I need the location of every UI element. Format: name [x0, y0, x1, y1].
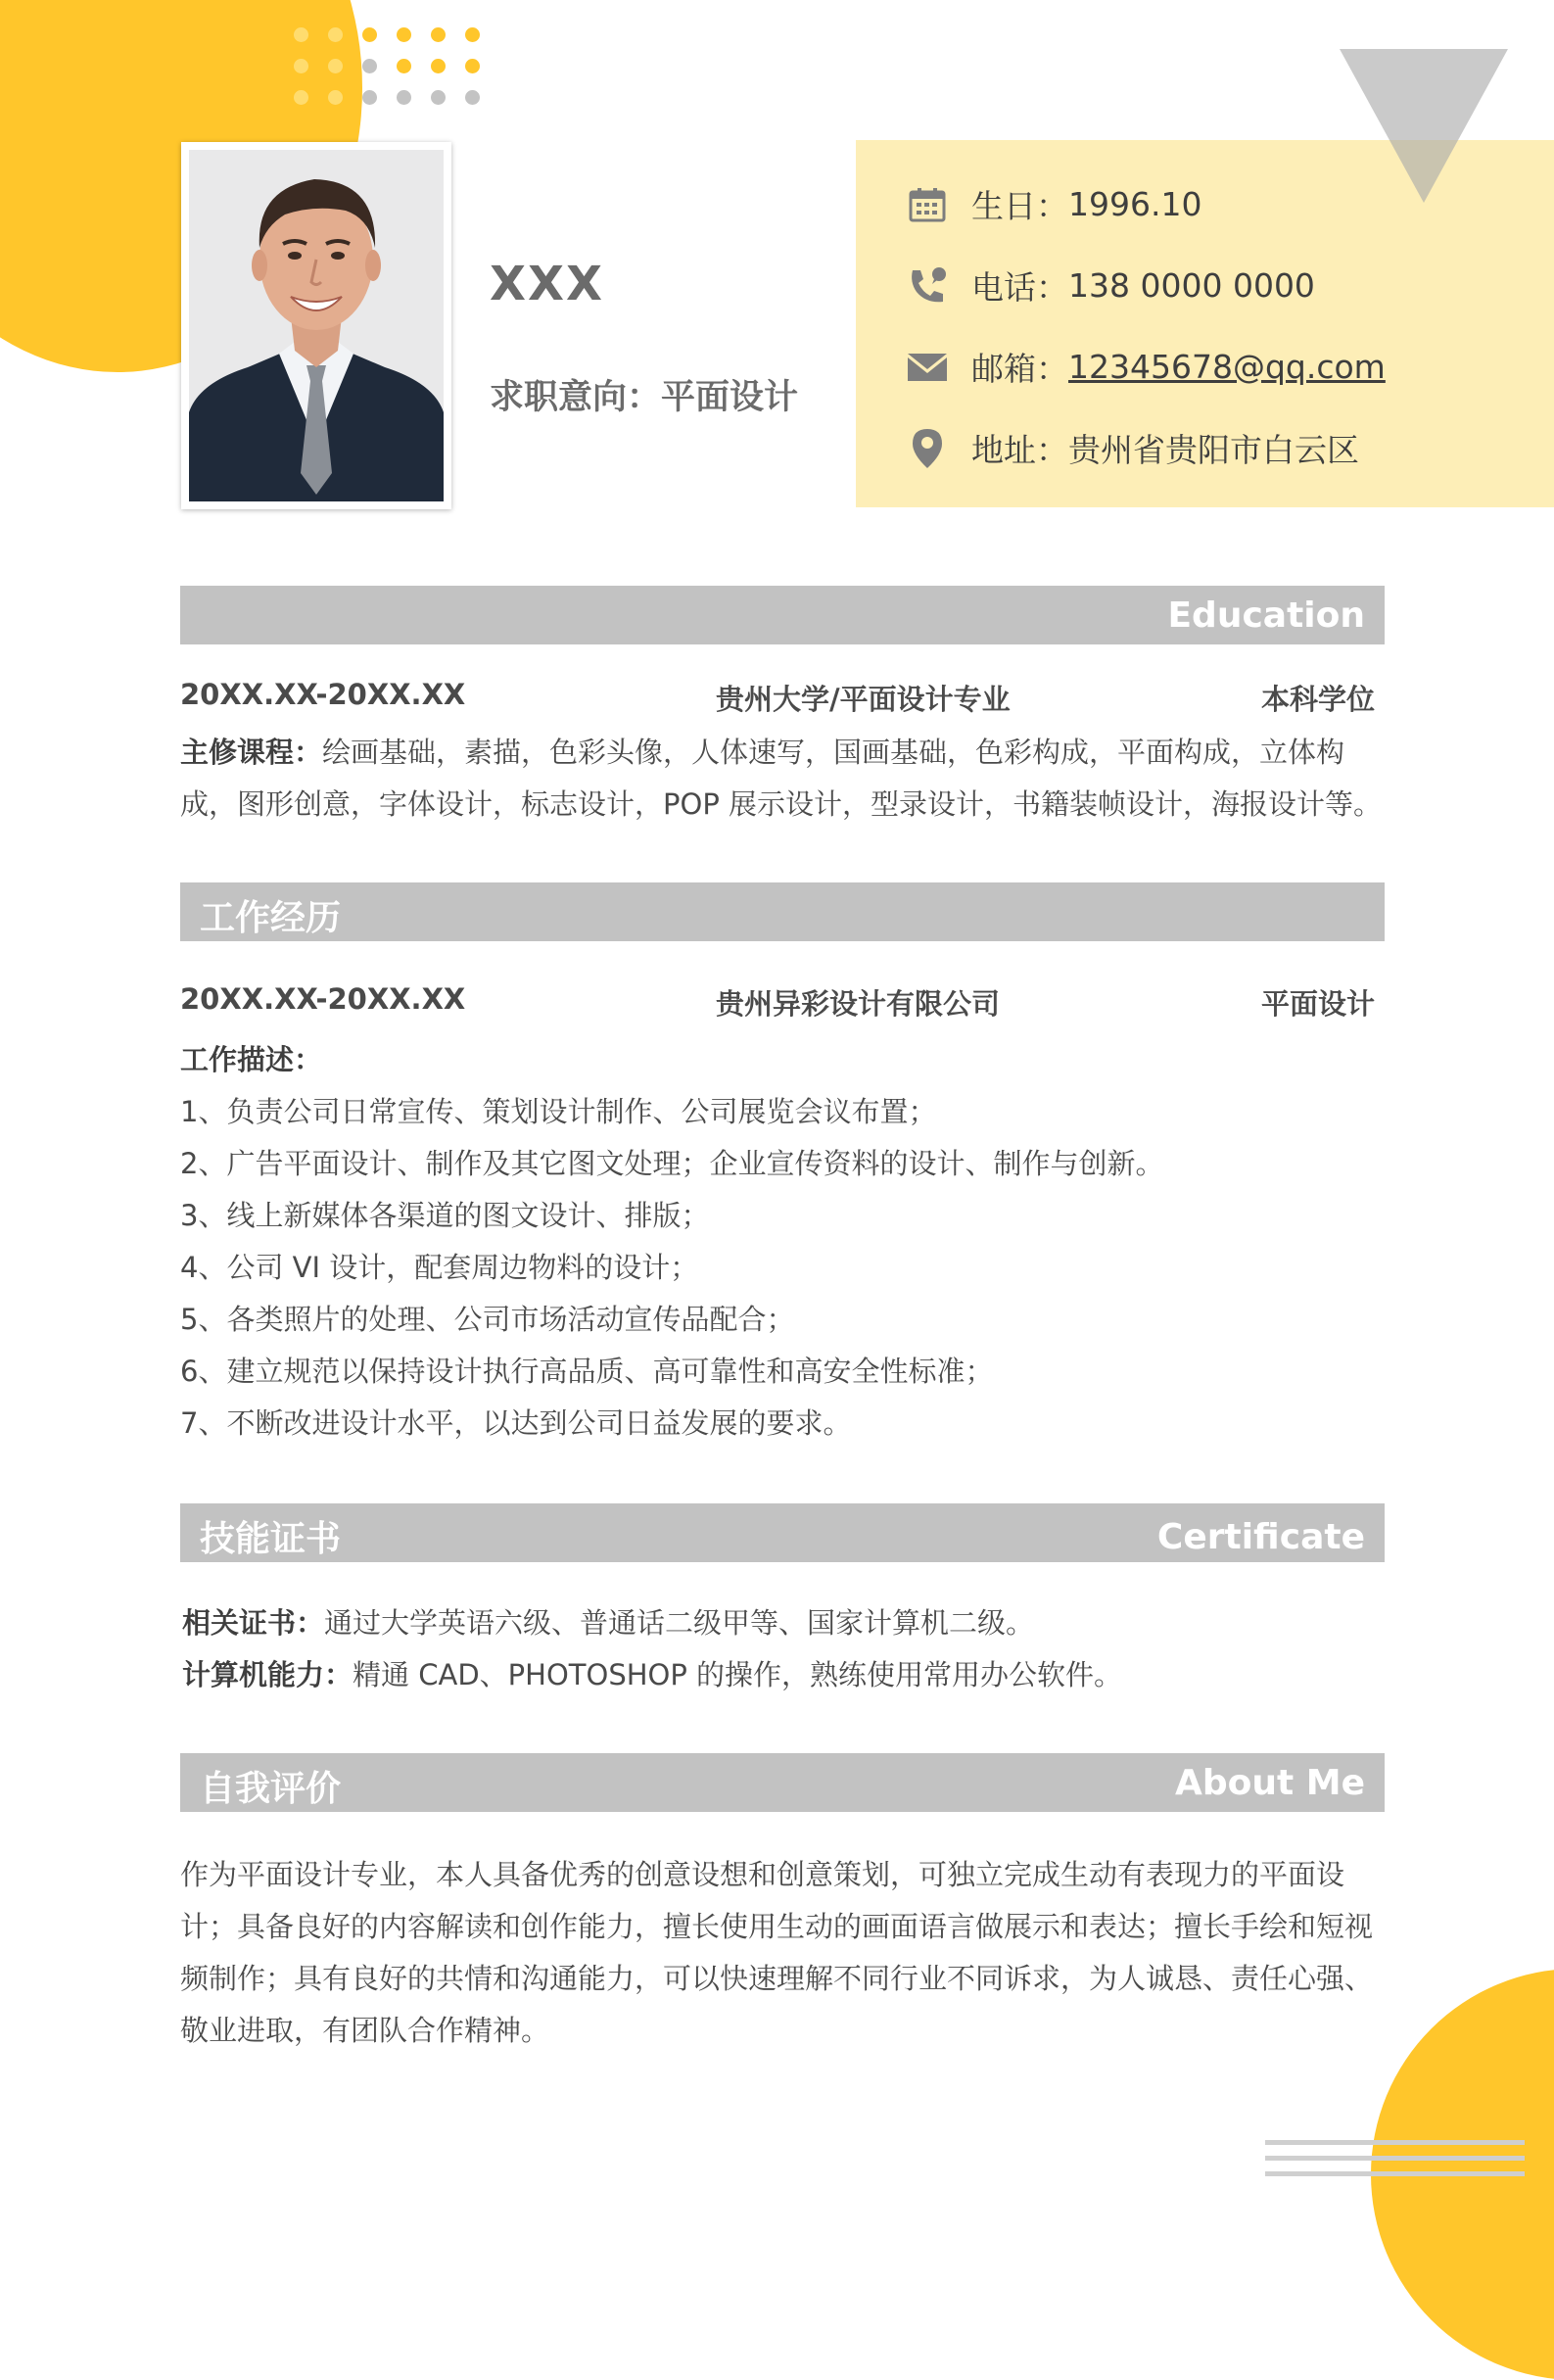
work-title: 工作经历 — [200, 898, 342, 938]
work-item: 3、线上新媒体各渠道的图文设计、排版； — [180, 1199, 710, 1232]
phone-icon — [905, 263, 950, 309]
contact-phone — [905, 262, 1315, 309]
candidate-name: XXX — [490, 257, 605, 311]
work-position: 平面设计 — [1260, 987, 1375, 1021]
envelope-icon — [905, 345, 950, 390]
computer-label: 计算机能力： — [182, 1658, 353, 1691]
education-row — [180, 678, 1375, 717]
skills-title-cn: 技能证书 — [200, 1519, 342, 1559]
skills-title-en: Certificate — [1156, 1517, 1365, 1557]
address-value: 贵州省贵阳市白云区 — [1068, 431, 1359, 469]
work-item: 7、不断改进设计水平，以达到公司日益发展的要求。 — [180, 1406, 852, 1440]
job-objective: 求职意向：平面设计 — [490, 378, 799, 417]
work-row — [180, 982, 1375, 1022]
section-bar-work — [180, 882, 1385, 941]
decor-stripes — [1265, 2140, 1525, 2187]
work-item: 6、建立规范以保持设计执行高品质、高可靠性和高安全性标准； — [180, 1355, 994, 1388]
work-period: 20XX.XX-20XX.XX — [180, 982, 466, 1016]
education-school: 贵州大学/平面设计专业 — [716, 683, 1011, 716]
contact-address — [905, 425, 1359, 471]
contact-birthday — [905, 181, 1201, 227]
location-pin-icon — [905, 426, 950, 471]
work-company: 贵州异彩设计有限公司 — [716, 987, 1001, 1021]
address-label: 地址： — [971, 431, 1068, 469]
courses-label: 主修课程： — [180, 736, 323, 769]
birthday-value: 1996.10 — [1068, 185, 1202, 223]
about-text: 作为平面设计专业，本人具备优秀的创意设想和创意策划，可独立完成生动有表现力的平面设计；具备良好的内容解读和创作能力，擅长使用生动的画面语言做展示和表达；擅长手绘和短视频制作；具有良好的共情和沟通能力，可以快速理解不同行业不同诉求，为人诚恳、责任心强、敬业进取，有团队合作精神。 — [180, 1858, 1374, 2047]
phone-value: 138 0000 0000 — [1068, 266, 1315, 305]
education-period: 20XX.XX-20XX.XX — [180, 678, 466, 711]
cert-label: 相关证书： — [182, 1606, 325, 1640]
section-bar-about — [180, 1753, 1385, 1812]
education-courses — [180, 727, 1389, 831]
computer-skill-line — [182, 1653, 1122, 1693]
work-item: 4、公司 VI 设计，配套周边物料的设计； — [180, 1251, 699, 1284]
work-item: 1、负责公司日常宣传、策划设计制作、公司展览会议布置； — [180, 1095, 937, 1128]
about-title-en: About Me — [1175, 1763, 1365, 1803]
education-title: Education — [1167, 595, 1365, 636]
contact-email — [905, 344, 1386, 390]
section-bar-skills — [180, 1503, 1385, 1562]
work-desc-label: 工作描述： — [180, 1043, 323, 1076]
decor-gray-triangle — [1340, 49, 1508, 203]
computer-text: 精通 CAD、PHOTOSHOP 的操作，熟练使用常用办公软件。 — [353, 1658, 1123, 1691]
education-degree: 本科学位 — [1260, 683, 1375, 716]
profile-photo — [189, 150, 444, 501]
work-item: 5、各类照片的处理、公司市场活动宣传品配合； — [180, 1303, 795, 1336]
about-title-cn: 自我评价 — [200, 1769, 342, 1809]
cert-line — [182, 1601, 1034, 1642]
profile-photo-frame — [181, 142, 451, 509]
cert-text: 通过大学英语六级、普通话二级甲等、国家计算机二级。 — [324, 1606, 1035, 1640]
email-link[interactable]: 12345678@qq.com — [1068, 348, 1386, 386]
phone-label: 电话： — [971, 268, 1068, 307]
section-bar-education — [180, 586, 1385, 644]
decor-dot-grid — [294, 27, 499, 121]
work-item: 2、广告平面设计、制作及其它图文处理；企业宣传资料的设计、制作与创新。 — [180, 1147, 1164, 1180]
calendar-icon — [905, 182, 950, 227]
courses-text: 绘画基础，素描，色彩头像，人体速写，国画基础，色彩构成，平面构成，立体构成，图形创意，字体设计，标志设计，POP 展示设计，型录设计，书籍装帧设计，海报设计等。 — [180, 736, 1383, 821]
birthday-label: 生日： — [971, 187, 1068, 225]
email-label: 邮箱： — [971, 350, 1068, 388]
